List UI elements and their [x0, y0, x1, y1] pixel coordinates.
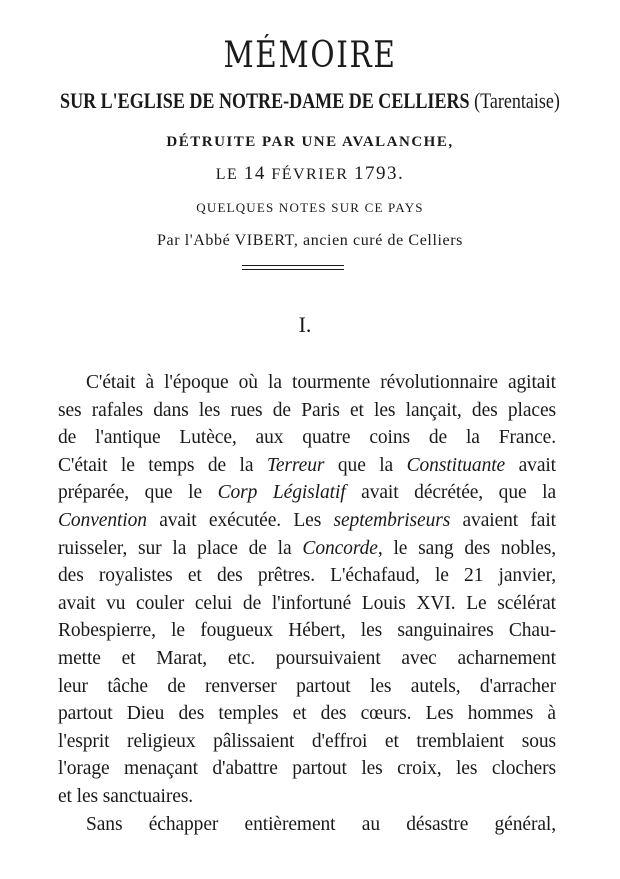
- text-segment: et les sanctuaires.: [58, 785, 194, 807]
- text-line: [58, 452, 556, 480]
- text-segment: partout Dieu des temples et des cœurs. Les hommes à: [58, 703, 556, 725]
- title-divider-bottom: [242, 269, 344, 270]
- text-line: [58, 755, 556, 783]
- text-line: [58, 645, 556, 673]
- text-line: [58, 535, 556, 563]
- date-prefix: LE: [215, 166, 239, 183]
- text-line: [58, 562, 556, 590]
- notes-line: QUELQUES NOTES SUR CE PAYS: [196, 200, 424, 215]
- text-segment: leur tâche de renverser partout les autels, d'arracher: [58, 675, 556, 697]
- body-paragraph: [58, 369, 556, 838]
- title-divider-top: [242, 265, 344, 266]
- date-year: 1793.: [353, 163, 405, 184]
- date-day: 14: [243, 163, 266, 184]
- text-segment: C'était à l'époque où la tourmente révolutionnaire agitait: [86, 372, 556, 393]
- destroyed-line: DÉTRUITE PAR UNE AVALANCHE,: [166, 134, 454, 150]
- subtitle: [56, 88, 564, 114]
- text-segment: avait exécutée. Les: [146, 509, 334, 531]
- author-line: Par l'Abbé VIBERT, ancien curé de Celliers: [157, 232, 463, 249]
- text-segment: avait décrétée, que la: [345, 482, 556, 504]
- subtitle-main: SUR L'EGLISE DE NOTRE-DAME DE CELLIERS: [60, 88, 470, 113]
- text-line: [58, 397, 556, 425]
- text-segment: avait vu couler celui de l'infortuné Louis XVI. Le scélérat: [58, 592, 556, 614]
- italic-term: Convention: [58, 509, 147, 531]
- text-segment: Robespierre, le fougueux Hébert, les sanguinaires Chau-: [58, 620, 556, 642]
- text-segment: que la: [324, 454, 407, 476]
- text-line: [58, 590, 556, 618]
- section-numeral: I.: [298, 312, 312, 337]
- text-line: [58, 728, 556, 756]
- italic-term: Constituante: [406, 454, 506, 476]
- text-segment: avaient fait: [450, 509, 556, 531]
- text-segment: des royalistes et des prêtres. L'échafaud, le 21 janvier,: [58, 565, 556, 587]
- text-segment: l'orage menaçant d'abattre partout les croix, les clochers: [58, 758, 556, 780]
- text-line: [58, 811, 556, 839]
- text-line: [58, 673, 556, 701]
- subtitle-region: (Tarentaise): [474, 88, 560, 113]
- date-line: [0, 163, 620, 186]
- text-segment: avait: [505, 454, 557, 476]
- text-line: [58, 424, 556, 452]
- text-line: [58, 783, 556, 811]
- italic-term: Terreur: [266, 454, 325, 476]
- italic-term: septembriseurs: [333, 509, 451, 531]
- italic-term: Corp Législatif: [217, 482, 346, 504]
- text-line: [58, 369, 556, 397]
- text-segment: l'esprit religieux pâlissaient d'effroi et tremblaient sous: [58, 730, 556, 752]
- text-segment: Sans échapper entièrement au désastre général,: [86, 813, 556, 835]
- text-segment: , le sang des nobles,: [377, 537, 557, 559]
- text-segment: C'était le temps de la: [58, 454, 267, 476]
- text-line: [58, 479, 556, 507]
- page-title: MÉMOIRE: [223, 35, 397, 76]
- text-line: [58, 700, 556, 728]
- date-month: FÉVRIER: [271, 166, 349, 183]
- text-segment: de l'antique Lutèce, aux quatre coins de la France.: [58, 427, 556, 449]
- text-segment: mette et Marat, etc. poursuivaient avec acharnement: [58, 647, 556, 669]
- text-segment: préparée, que le: [58, 482, 218, 504]
- text-line: [58, 507, 556, 535]
- text-segment: ses rafales dans les rues de Paris et les lançait, des places: [58, 399, 556, 421]
- italic-term: Concorde: [302, 537, 378, 559]
- text-line: [58, 617, 556, 645]
- text-segment: ruisseler, sur la place de la: [58, 537, 303, 559]
